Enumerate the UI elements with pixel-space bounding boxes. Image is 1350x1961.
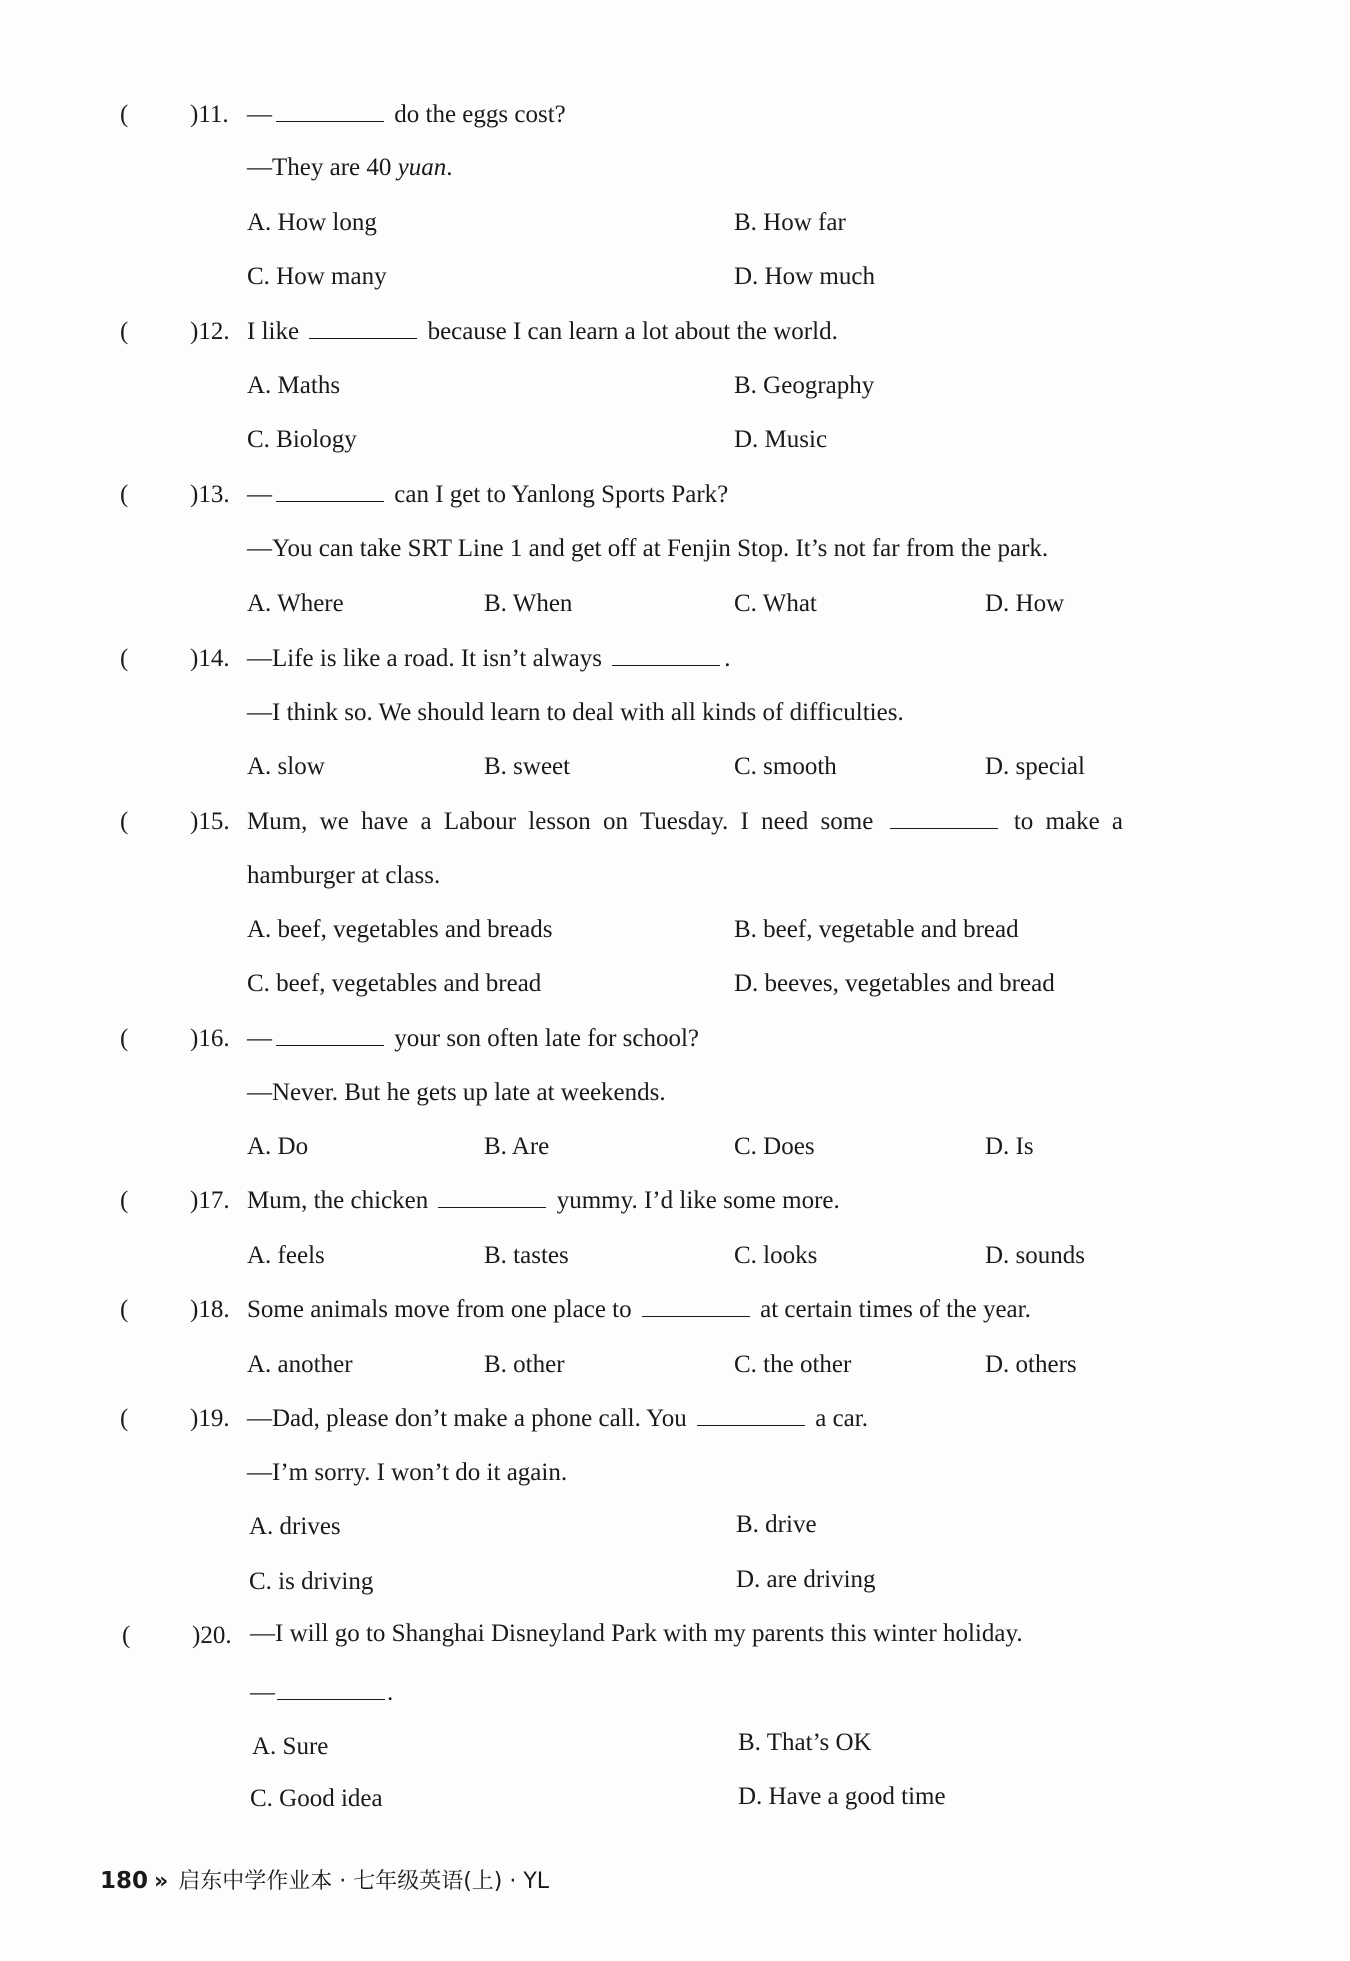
question-number: )19. <box>190 1405 230 1432</box>
option-d: D. special <box>985 753 1085 780</box>
option-b: B. When <box>484 590 573 617</box>
question-stem: — your son often late for school? <box>247 1025 700 1052</box>
page-number: 180 <box>100 1868 149 1894</box>
answer-blank <box>277 1677 385 1700</box>
option-c: C. Biology <box>247 426 357 453</box>
question-number: )11. <box>190 101 229 128</box>
option-a: A. drives <box>249 1513 341 1540</box>
option-d: D. How much <box>734 263 875 290</box>
option-b: B. sweet <box>484 753 571 780</box>
question-line: —You can take SRT Line 1 and get off at Fenjin Stop. It’s not far from the park. <box>247 535 1049 562</box>
option-d: D. beeves, vegetables and bread <box>734 970 1055 997</box>
question-stem: Mum, we have a Labour lesson on Tuesday. I need some to make a <box>247 808 1124 835</box>
option-d: D. are driving <box>736 1566 876 1593</box>
option-b: B. beef, vegetable and bread <box>734 916 1019 943</box>
option-c: C. Does <box>734 1133 815 1160</box>
question-number: )13. <box>190 481 230 508</box>
question-stem: —I will go to Shanghai Disneyland Park with my parents this winter holiday. <box>250 1620 1023 1647</box>
answer-blank <box>642 1294 750 1317</box>
option-a: A. beef, vegetables and breads <box>247 916 553 943</box>
question-stem: — can I get to Yanlong Sports Park? <box>247 481 729 508</box>
option-a: A. Maths <box>247 372 341 399</box>
answer-paren: ( <box>120 481 129 508</box>
option-d: D. Is <box>985 1133 1034 1160</box>
answer-paren: ( <box>120 318 129 345</box>
option-b: B. Are <box>484 1133 550 1160</box>
answer-blank <box>697 1403 805 1426</box>
option-b: B. drive <box>736 1511 817 1538</box>
question-line: hamburger at class. <box>247 862 441 889</box>
option-b: B. That’s OK <box>738 1729 872 1756</box>
option-c: C. How many <box>247 263 387 290</box>
chevron-right-icon: » <box>154 1869 169 1894</box>
book-title: 启东中学作业本 · 七年级英语(上) · YL <box>178 1869 550 1894</box>
answer-paren: ( <box>120 808 129 835</box>
option-c: C. beef, vegetables and bread <box>247 970 542 997</box>
option-c: C. is driving <box>249 1568 374 1595</box>
option-b: B. other <box>484 1351 565 1378</box>
option-a: A. feels <box>247 1242 325 1269</box>
question-number: )12. <box>190 318 230 345</box>
option-a: A. Do <box>247 1133 309 1160</box>
option-a: A. Where <box>247 590 344 617</box>
option-a: A. another <box>247 1351 353 1378</box>
option-d: D. How <box>985 590 1065 617</box>
question-line: —I’m sorry. I won’t do it again. <box>247 1459 568 1486</box>
answer-paren: ( <box>120 101 129 128</box>
question-number: )20. <box>192 1622 232 1649</box>
answer-blank <box>276 99 384 122</box>
question-stem: —Life is like a road. It isn’t always . <box>247 645 731 672</box>
option-b: B. How far <box>734 209 846 236</box>
question-stem: I like because I can learn a lot about the world. <box>247 318 838 345</box>
page-footer <box>100 1866 549 1897</box>
question-number: )16. <box>190 1025 230 1052</box>
answer-paren: ( <box>120 1025 129 1052</box>
question-number: )18. <box>190 1296 230 1323</box>
question-number: )15. <box>190 808 230 835</box>
answer-paren: ( <box>120 1405 129 1432</box>
answer-blank <box>309 316 417 339</box>
question-line: —They are 40 yuan. <box>247 154 453 181</box>
option-c: C. smooth <box>734 753 837 780</box>
answer-blank <box>276 479 384 502</box>
answer-blank <box>890 806 998 829</box>
question-stem: —Dad, please don’t make a phone call. You a car. <box>247 1405 868 1432</box>
option-c: C. looks <box>734 1242 818 1269</box>
answer-paren: ( <box>120 1187 129 1214</box>
question-stem: Mum, the chicken yummy. I’d like some more. <box>247 1187 840 1214</box>
question-stem: Some animals move from one place to at certain times of the year. <box>247 1296 1031 1323</box>
option-a: A. How long <box>247 209 377 236</box>
option-a: A. Sure <box>252 1733 329 1760</box>
answer-paren: ( <box>120 645 129 672</box>
question-stem: — do the eggs cost? <box>247 101 566 128</box>
option-d: D. others <box>985 1351 1077 1378</box>
question-line: —Never. But he gets up late at weekends. <box>247 1079 666 1106</box>
option-b: B. tastes <box>484 1242 569 1269</box>
answer-blank <box>276 1023 384 1046</box>
option-c: C. the other <box>734 1351 852 1378</box>
option-b: B. Geography <box>734 372 875 399</box>
question-number: )14. <box>190 645 230 672</box>
option-d: D. Music <box>734 426 828 453</box>
question-line: — . <box>250 1679 394 1706</box>
answer-blank <box>438 1185 546 1208</box>
question-number: )17. <box>190 1187 230 1214</box>
option-c: C. Good idea <box>250 1785 383 1812</box>
option-d: D. sounds <box>985 1242 1086 1269</box>
option-c: C. What <box>734 590 817 617</box>
answer-paren: ( <box>122 1622 131 1649</box>
question-line: —I think so. We should learn to deal with all kinds of difficulties. <box>247 699 904 726</box>
option-a: A. slow <box>247 753 325 780</box>
answer-blank <box>612 643 720 666</box>
option-d: D. Have a good time <box>738 1783 946 1810</box>
answer-paren: ( <box>120 1296 129 1323</box>
